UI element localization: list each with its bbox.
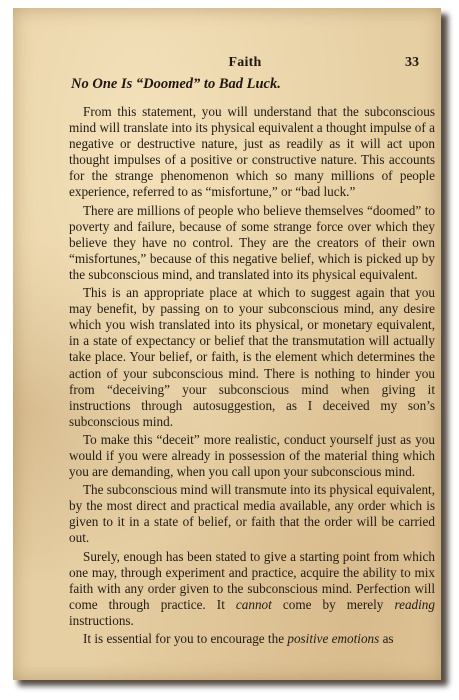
- paragraph-6-emphasis-reading: reading: [394, 596, 435, 612]
- paragraph-3: This is an appropriate place at which to suggest again that you may benefit, by passing on to your subconscious mind, any desire which you wish translated into its physical, or monetary equivalent, in a state of expectancy or belief that the transmutation will actually take place. Your belief, or faith, is the element which determines the action of your subconscious mind. There is nothing to hinder you from “deceiving” your subconscious mind when giving it instructions through autosuggestion, as I deceived my son’s subconscious mind.: [69, 285, 435, 429]
- running-header: [71, 55, 419, 73]
- page-number: 33: [405, 55, 419, 70]
- paragraph-5: The subconscious mind will transmute into its physical equivalent, by the most direct and practical media available, any order which is given to it in a state of belief, or faith that the order will be carried out.: [69, 482, 435, 546]
- paragraph-2: There are millions of people who believe themselves “doomed” to poverty and failure, because of some strange force over which they believe they have no control. They are the creators of their own “misfortunes,” because of this negative belief, which is picked up by the subconscious mind, and translated into its physical equivalent.: [69, 202, 435, 282]
- book-page: [13, 8, 441, 680]
- body-text: [69, 104, 435, 649]
- paragraph-6-start: Surely, enough has been stated to give a starting point from which one may, through experiment and practice, acquire the ability to mix faith with any order given to the subconscious mind. Perfection will come through practice. It: [69, 548, 435, 612]
- paragraph-4: To make this “deceit” more realistic, conduct yourself just as you would if you were already in possession of the material thing which you are demanding, when you call upon your subconscious mind.: [69, 431, 435, 480]
- paragraph-7-start: It is essential for you to encourage the: [83, 631, 288, 646]
- paragraph-7-emphasis: positive emotions: [287, 631, 380, 646]
- paragraph-7: [69, 631, 435, 647]
- paragraph-6-middle: come by merely: [271, 596, 395, 612]
- paragraph-7-end: as: [379, 631, 394, 646]
- paragraph-6-end: instructions.: [69, 612, 134, 628]
- chapter-title: Faith: [228, 55, 262, 70]
- paragraph-1: From this statement, you will understand that the subconscious mind will translate into its physical equivalent a thought impulse of a negative or destructive nature, just as readily as it will act upon thought impulses of a positive or constructive nature. This accounts for the strange phenomenon which so many millions of people experience, referred to as “misfortune,” or “bad luck.”: [69, 104, 435, 200]
- paragraph-6-emphasis-cannot: cannot: [235, 596, 272, 612]
- paragraph-6: [69, 549, 435, 629]
- section-subheading: No One Is “Doomed” to Bad Luck.: [71, 76, 281, 92]
